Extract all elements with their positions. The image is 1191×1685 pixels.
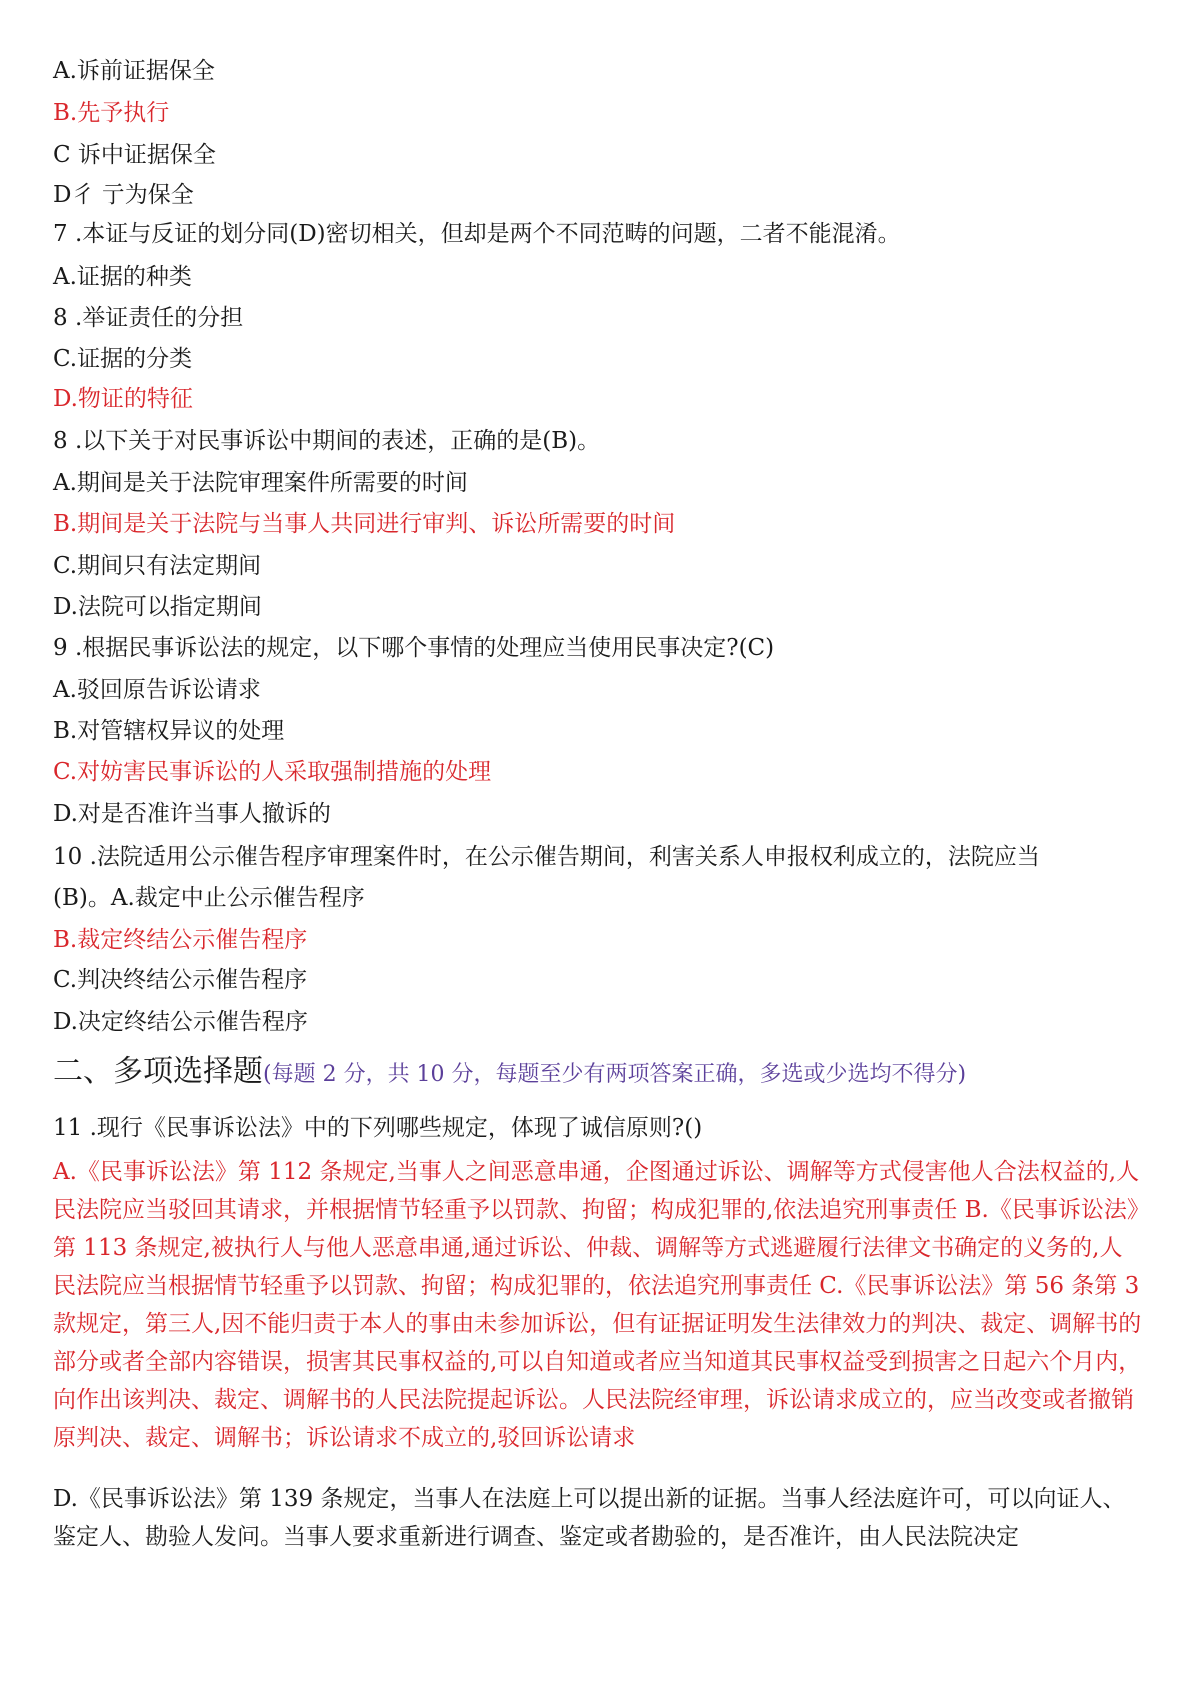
option-line: A.证据的种类 bbox=[53, 264, 192, 290]
correct-option-line: B.期间是关于法院与当事人共同进行审判、诉讼所需要的时间 bbox=[53, 511, 676, 537]
option-line: C.判决终结公示催告程序 bbox=[53, 967, 308, 993]
section-note: (每题 2 分，共 10 分，每题至少有两项答案正确，多选或少选均不得分) bbox=[263, 1062, 967, 1087]
question-line: 8 .以下关于对民事诉讼中期间的表述，正确的是(B)。 bbox=[53, 428, 601, 454]
question-line: 11 .现行《民事诉讼法》中的下列哪些规定，体现了诚信原则?() bbox=[53, 1115, 703, 1141]
correct-option-line: C.对妨害民事诉讼的人采取强制措施的处理 bbox=[53, 759, 492, 785]
option-line: A.诉前证据保全 bbox=[53, 58, 215, 84]
correct-answer-paragraph: A.《民事诉讼法》第 112 条规定,当事人之间恶意串通，企图通过诉讼、调解等方式侵害他人合法权益的,人民法院应当驳回其请求，并根据情节轻重予以罚款、拘留；构成犯罪的,依法追究刑事责任 B.《民事诉讼法》第 113 条规定,被执行人与他人恶意串通,通过诉讼、仲裁、调解等方式逃避履行法律文书确定的义务的,人民法院应当根据情节轻重予以罚款、拘留；构成犯罪的，依法追究刑事责任 C.《民事诉讼法》第 56 条第 3 款规定，第三人,因不能归责于本人的事由未参加诉讼，但有证据证明发生法律效力的判决、裁定、调解书的部分或者全部内容错误，损害其民事权益的,可以自知道或者应当知道其民事权益受到损害之日起六个月内，向作出该判决、裁定、调解书的人民法院提起诉讼。人民法院经审理，诉讼请求成立的，应当改变或者撤销原判决、裁定、调解书；诉讼请求不成立的,驳回诉讼请求 bbox=[53, 1159, 1142, 1451]
option-line: (B)。A.裁定中止公示催告程序 bbox=[53, 885, 365, 911]
question-line: 10 .法院适用公示催告程序审理案件时，在公示催告期间，利害关系人申报权利成立的，法院应当 bbox=[53, 844, 1040, 870]
question-line: 9 .根据民事诉讼法的规定，以下哪个事情的处理应当使用民事决定?(C) bbox=[53, 635, 775, 661]
option-paragraph: D.《民事诉讼法》第 139 条规定，当事人在法庭上可以提出新的证据。当事人经法庭许可，可以向证人、鉴定人、勘验人发问。当事人要求重新进行调查、鉴定或者勘验的，是否准许，由人民法院决定 bbox=[53, 1486, 1126, 1550]
option-line: C.期间只有法定期间 bbox=[53, 553, 262, 579]
correct-option-line: B.先予执行 bbox=[53, 100, 170, 126]
option-line: 8 .举证责任的分担 bbox=[53, 305, 244, 331]
option-line: A.期间是关于法院审理案件所需要的时间 bbox=[53, 470, 468, 496]
option-line: A.驳回原告诉讼请求 bbox=[53, 677, 261, 703]
correct-option-line: B.裁定终结公示催告程序 bbox=[53, 927, 308, 953]
option-line: B.对管辖权异议的处理 bbox=[53, 718, 285, 744]
option-line: C.证据的分类 bbox=[53, 346, 193, 372]
option-line: C 诉中证据保全 bbox=[53, 142, 216, 168]
section-title: 二、多项选择题 bbox=[53, 1054, 263, 1089]
option-line: D.决定终结公示催告程序 bbox=[53, 1009, 308, 1035]
option-line: D.法院可以指定期间 bbox=[53, 594, 262, 620]
correct-option-line: D.物证的特征 bbox=[53, 386, 193, 412]
section-heading bbox=[53, 1052, 966, 1096]
question-line: 7 .本证与反证的划分同(D)密切相关，但却是两个不同范畴的问题，二者不能混淆。 bbox=[53, 221, 901, 247]
option-line: D彳 亍为保全 bbox=[53, 182, 194, 208]
option-line: D.对是否准许当事人撤诉的 bbox=[53, 801, 331, 827]
